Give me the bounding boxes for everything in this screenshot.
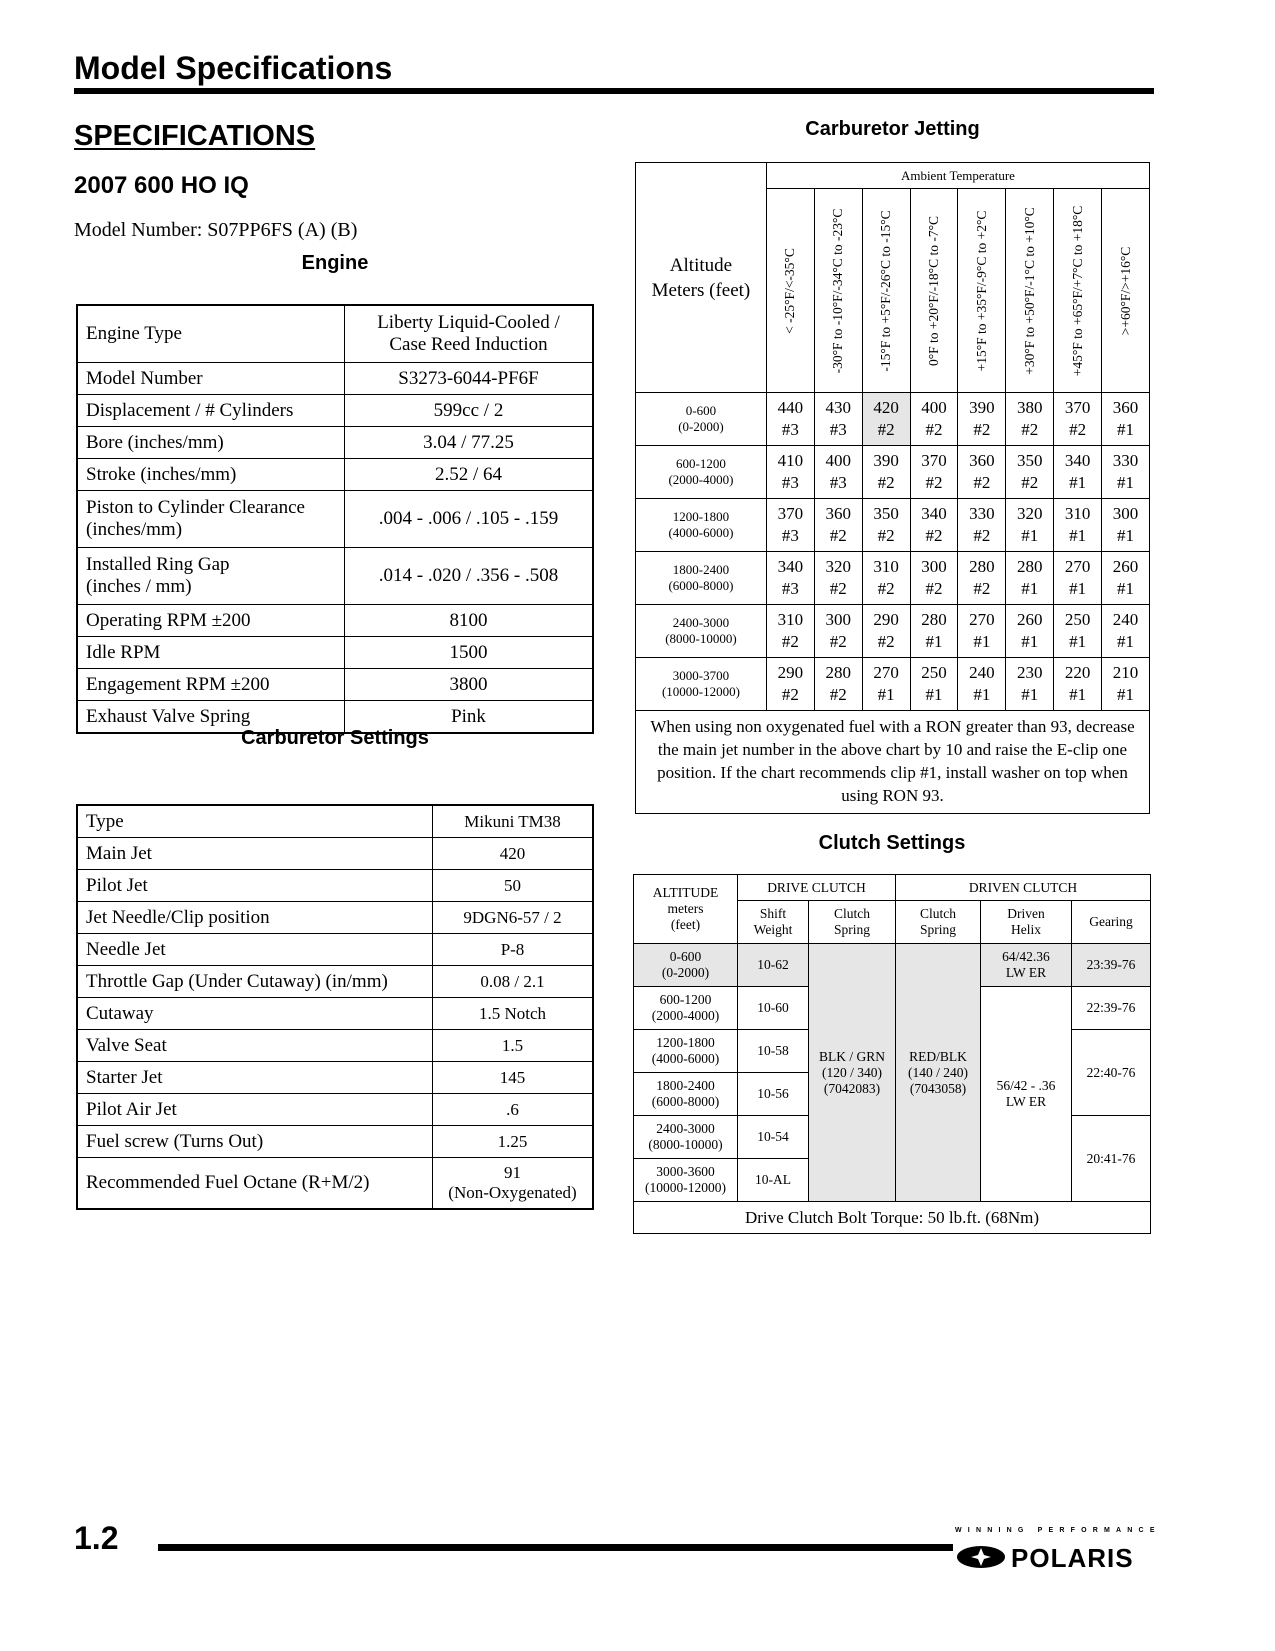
carb-setting-row <box>77 1158 593 1210</box>
jetting-cell: 380 #2 <box>1006 393 1054 446</box>
altitude-cell: 3000-3600 (10000-12000) <box>634 1159 738 1202</box>
jetting-cell: 290 #2 <box>862 605 910 658</box>
jetting-cell: 280 #2 <box>958 552 1006 605</box>
jetting-row <box>636 552 1150 605</box>
jetting-cell: 400 #3 <box>814 446 862 499</box>
engine-row <box>77 491 593 548</box>
carb-setting-label: Recommended Fuel Octane (R+M/2) <box>77 1158 433 1210</box>
engine-row <box>77 605 593 637</box>
carb-setting-value: 420 <box>433 838 594 870</box>
jetting-cell: 250 #1 <box>1054 605 1102 658</box>
engine-spec-value: 3800 <box>345 669 594 701</box>
clutch-header-row <box>634 875 1151 901</box>
jetting-cell: 320 #1 <box>1006 499 1054 552</box>
altitude-cell: 2400-3000 (8000-10000) <box>636 605 767 658</box>
clutch-title: Clutch Settings <box>818 832 966 854</box>
clutch-bolt-torque-note: Drive Clutch Bolt Torque: 50 lb.ft. (68Nm) <box>634 1202 1151 1234</box>
shift-weight-cell: 10-56 <box>738 1073 809 1116</box>
altitude-header: Altitude Meters (feet) <box>636 163 767 393</box>
carb-setting-value: 91 (Non-Oxygenated) <box>433 1158 594 1210</box>
driven-clutch-spring-cell: RED/BLK (140 / 240) (7043058) <box>896 944 981 1202</box>
jetting-cell: 270 #1 <box>958 605 1006 658</box>
jetting-table <box>635 162 1150 814</box>
engine-spec-value: Liberty Liquid-Cooled / Case Reed Induction <box>345 305 594 363</box>
page-header: Model Specifications <box>74 50 393 86</box>
engine-spec-value: S3273-6044-PF6F <box>345 363 594 395</box>
carb-setting-row <box>77 966 593 998</box>
engine-table <box>76 304 594 734</box>
altitude-cell: 1200-1800 (4000-6000) <box>634 1030 738 1073</box>
temperature-range-label: < -25°F/<-35°C <box>782 247 798 334</box>
jetting-cell: 330 #1 <box>1102 446 1150 499</box>
engine-row <box>77 363 593 395</box>
engine-row <box>77 305 593 363</box>
engine-spec-label: Piston to Cylinder Clearance (inches/mm) <box>77 491 345 548</box>
clutch-subheader: Clutch Spring <box>896 901 981 944</box>
ambient-temperature-header: Ambient Temperature <box>766 163 1149 189</box>
altitude-cell: 0-600 (0-2000) <box>636 393 767 446</box>
jetting-cell: 340 #3 <box>766 552 814 605</box>
carb-setting-row <box>77 1126 593 1158</box>
jetting-cell: 230 #1 <box>1006 658 1054 711</box>
carb-setting-value: 1.5 Notch <box>433 998 594 1030</box>
jetting-cell: 340 #2 <box>910 499 958 552</box>
jetting-row <box>636 393 1150 446</box>
jetting-note-row <box>636 711 1150 814</box>
carb-setting-label: Jet Needle/Clip position <box>77 902 433 934</box>
engine-spec-value: 599cc / 2 <box>345 395 594 427</box>
temperature-range-label: >+60°F/>+16°C <box>1117 246 1133 335</box>
engine-spec-label: Operating RPM ±200 <box>77 605 345 637</box>
carb-setting-label: Cutaway <box>77 998 433 1030</box>
jetting-cell: 220 #1 <box>1054 658 1102 711</box>
jetting-cell: 250 #1 <box>910 658 958 711</box>
clutch-subheader: Driven Helix <box>981 901 1072 944</box>
engine-spec-value: Pink <box>345 701 594 734</box>
engine-spec-label: Bore (inches/mm) <box>77 427 345 459</box>
jetting-cell: 240 #1 <box>1102 605 1150 658</box>
jetting-row <box>636 605 1150 658</box>
temperature-range-header <box>766 189 814 393</box>
drive-clutch-header: DRIVE CLUTCH <box>738 875 896 901</box>
engine-row <box>77 427 593 459</box>
jetting-cell: 400 #2 <box>910 393 958 446</box>
clutch-footer-row <box>634 1202 1151 1234</box>
footer-tagline: WINNING PERFORMANCE <box>955 1527 1161 1534</box>
jetting-cell: 240 #1 <box>958 658 1006 711</box>
jetting-cell: 300 #2 <box>814 605 862 658</box>
drive-clutch-spring-cell: BLK / GRN (120 / 340) (7042083) <box>809 944 896 1202</box>
jetting-note: When using non oxygenated fuel with a RON greater than 93, decrease the main jet number in the above chart by 10 and raise the E-clip one position. If the chart recommends clip #1, install washer on top when using RON 93. <box>636 711 1150 814</box>
jetting-cell: 280 #1 <box>910 605 958 658</box>
jetting-row <box>636 446 1150 499</box>
footer-rule <box>158 1544 953 1551</box>
shift-weight-cell: 10-60 <box>738 987 809 1030</box>
jetting-cell: 330 #2 <box>958 499 1006 552</box>
jetting-cell: 350 #2 <box>1006 446 1054 499</box>
carb-setting-value: 145 <box>433 1062 594 1094</box>
carb-setting-value: 1.5 <box>433 1030 594 1062</box>
carb-setting-value: 9DGN6-57 / 2 <box>433 902 594 934</box>
temperature-range-header <box>1006 189 1054 393</box>
carb-setting-value: .6 <box>433 1094 594 1126</box>
carb-setting-label: Throttle Gap (Under Cutaway) (in/mm) <box>77 966 433 998</box>
altitude-header: ALTITUDE meters (feet) <box>634 875 738 944</box>
temperature-range-header <box>958 189 1006 393</box>
jetting-cell: 280 #2 <box>814 658 862 711</box>
engine-spec-label: Model Number <box>77 363 345 395</box>
jetting-cell: 310 #2 <box>862 552 910 605</box>
jetting-row <box>636 658 1150 711</box>
temperature-range-label: -30°F to -10°F/-34°C to -23°C <box>830 208 846 373</box>
clutch-subheader: Clutch Spring <box>809 901 896 944</box>
jetting-cell: 440 #3 <box>766 393 814 446</box>
temperature-range-header <box>862 189 910 393</box>
carb-setting-value: P-8 <box>433 934 594 966</box>
jetting-cell: 260 #1 <box>1102 552 1150 605</box>
model-number-text: Model Number: S07PP6FS (A) (B) <box>74 219 358 241</box>
temperature-range-label: 0°F to +20°F/-18°C to -7°C <box>925 215 941 366</box>
jetting-cell: 370 #3 <box>766 499 814 552</box>
engine-spec-label: Stroke (inches/mm) <box>77 459 345 491</box>
carb-setting-label: Pilot Jet <box>77 870 433 902</box>
engine-spec-label: Engagement RPM ±200 <box>77 669 345 701</box>
polaris-wordmark: POLARIS <box>1011 1543 1134 1573</box>
jetting-cell: 280 #1 <box>1006 552 1054 605</box>
clutch-subheader: Gearing <box>1072 901 1151 944</box>
jetting-cell: 370 #2 <box>1054 393 1102 446</box>
engine-row <box>77 548 593 605</box>
carb-setting-row <box>77 805 593 838</box>
temperature-range-header <box>1054 189 1102 393</box>
altitude-cell: 600-1200 (2000-4000) <box>634 987 738 1030</box>
header-rule <box>74 88 1154 94</box>
jetting-cell: 390 #2 <box>862 446 910 499</box>
jetting-cell: 210 #1 <box>1102 658 1150 711</box>
shift-weight-cell: 10-54 <box>738 1116 809 1159</box>
jetting-cell: 310 #1 <box>1054 499 1102 552</box>
jetting-cell: 360 #2 <box>814 499 862 552</box>
carb-settings-table <box>76 804 594 1210</box>
altitude-cell: 2400-3000 (8000-10000) <box>634 1116 738 1159</box>
jetting-cell: 430 #3 <box>814 393 862 446</box>
temperature-range-header <box>1102 189 1150 393</box>
engine-spec-label: Installed Ring Gap (inches / mm) <box>77 548 345 605</box>
driven-clutch-header: DRIVEN CLUTCH <box>896 875 1151 901</box>
engine-title: Engine <box>301 252 369 274</box>
carb-setting-row <box>77 934 593 966</box>
temperature-range-header <box>910 189 958 393</box>
engine-row <box>77 637 593 669</box>
engine-spec-value: 3.04 / 77.25 <box>345 427 594 459</box>
carb-setting-label: Fuel screw (Turns Out) <box>77 1126 433 1158</box>
jetting-header-row <box>636 163 1150 189</box>
carb-setting-label: Main Jet <box>77 838 433 870</box>
jetting-cell: 340 #1 <box>1054 446 1102 499</box>
jetting-cell: 290 #2 <box>766 658 814 711</box>
carb-setting-label: Starter Jet <box>77 1062 433 1094</box>
gearing-cell: 23:39-76 <box>1072 944 1151 987</box>
carb-setting-label: Type <box>77 805 433 838</box>
polaris-logo <box>955 1540 1151 1574</box>
jetting-cell: 350 #2 <box>862 499 910 552</box>
carb-setting-row <box>77 998 593 1030</box>
temperature-range-label: -15°F to +5°F/-26°C to -15°C <box>878 209 894 372</box>
page-number: 1.2 <box>74 1520 119 1556</box>
engine-spec-value: 8100 <box>345 605 594 637</box>
carb-setting-row <box>77 1062 593 1094</box>
engine-spec-label: Displacement / # Cylinders <box>77 395 345 427</box>
temperature-range-header <box>814 189 862 393</box>
carb-setting-row <box>77 1030 593 1062</box>
jetting-cell: 390 #2 <box>958 393 1006 446</box>
jetting-cell: 370 #2 <box>910 446 958 499</box>
carb-setting-row <box>77 870 593 902</box>
jetting-cell: 270 #1 <box>1054 552 1102 605</box>
jetting-row <box>636 499 1150 552</box>
jetting-cell: 360 #2 <box>958 446 1006 499</box>
engine-spec-value: .004 - .006 / .105 - .159 <box>345 491 594 548</box>
polaris-star-icon <box>957 1546 1005 1568</box>
engine-row <box>77 395 593 427</box>
shift-weight-cell: 10-58 <box>738 1030 809 1073</box>
clutch-subheader: Shift Weight <box>738 901 809 944</box>
temperature-range-label: +30°F to +50°F/-1°C to +10°C <box>1021 206 1037 375</box>
altitude-cell: 1800-2400 (6000-8000) <box>634 1073 738 1116</box>
model-heading: 2007 600 HO IQ <box>74 172 249 199</box>
clutch-row <box>634 944 1151 987</box>
gearing-cell: 22:40-76 <box>1072 1030 1151 1116</box>
carb-setting-label: Valve Seat <box>77 1030 433 1062</box>
altitude-cell: 1200-1800 (4000-6000) <box>636 499 767 552</box>
engine-spec-value: .014 - .020 / .356 - .508 <box>345 548 594 605</box>
engine-spec-label: Engine Type <box>77 305 345 363</box>
jetting-cell: 420 #2 <box>862 393 910 446</box>
jetting-cell: 310 #2 <box>766 605 814 658</box>
jetting-cell: 410 #3 <box>766 446 814 499</box>
carb-setting-value: Mikuni TM38 <box>433 805 594 838</box>
carb-setting-row <box>77 838 593 870</box>
gearing-cell: 20:41-76 <box>1072 1116 1151 1202</box>
driven-helix-cell: 64/42.36 LW ER <box>981 944 1072 987</box>
engine-row <box>77 459 593 491</box>
altitude-cell: 600-1200 (2000-4000) <box>636 446 767 499</box>
temperature-range-label: +15°F to +35°F/-9°C to +2°C <box>973 210 989 371</box>
driven-helix-cell: 56/42 - .36 LW ER <box>981 987 1072 1202</box>
engine-spec-label: Idle RPM <box>77 637 345 669</box>
specifications-heading: SPECIFICATIONS <box>74 120 316 152</box>
altitude-cell: 0-600 (0-2000) <box>634 944 738 987</box>
altitude-cell: 1800-2400 (6000-8000) <box>636 552 767 605</box>
engine-spec-value: 1500 <box>345 637 594 669</box>
altitude-cell: 3000-3700 (10000-12000) <box>636 658 767 711</box>
carb-settings-title: Carburetor Settings <box>241 727 429 749</box>
jetting-cell: 300 #2 <box>910 552 958 605</box>
jetting-cell: 270 #1 <box>862 658 910 711</box>
clutch-table <box>633 874 1151 1234</box>
jetting-cell: 300 #1 <box>1102 499 1150 552</box>
shift-weight-cell: 10-62 <box>738 944 809 987</box>
jetting-cell: 260 #1 <box>1006 605 1054 658</box>
shift-weight-cell: 10-AL <box>738 1159 809 1202</box>
jetting-title: Carburetor Jetting <box>805 118 980 140</box>
gearing-cell: 22:39-76 <box>1072 987 1151 1030</box>
carb-setting-value: 1.25 <box>433 1126 594 1158</box>
jetting-cell: 360 #1 <box>1102 393 1150 446</box>
jetting-cell: 320 #2 <box>814 552 862 605</box>
engine-spec-value: 2.52 / 64 <box>345 459 594 491</box>
carb-setting-row <box>77 902 593 934</box>
carb-setting-row <box>77 1094 593 1126</box>
engine-spec-label: Exhaust Valve Spring <box>77 701 345 734</box>
carb-setting-value: 50 <box>433 870 594 902</box>
carb-setting-label: Needle Jet <box>77 934 433 966</box>
engine-row <box>77 669 593 701</box>
carb-setting-value: 0.08 / 2.1 <box>433 966 594 998</box>
carb-setting-label: Pilot Air Jet <box>77 1094 433 1126</box>
temperature-range-label: +45°F to +65°F/+7°C to +18°C <box>1069 205 1085 376</box>
